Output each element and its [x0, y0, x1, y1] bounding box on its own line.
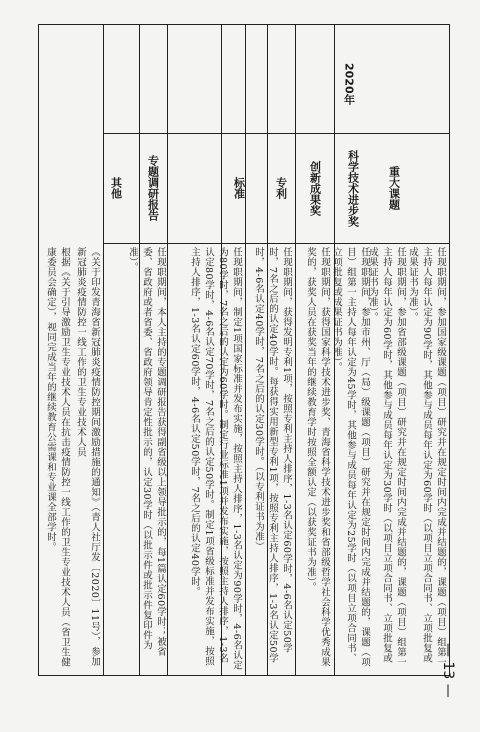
- innovation-achievement-label: 创新成果奖: [308, 160, 322, 216]
- education-hours-table: [38, 24, 450, 676]
- patent-text: 任现职期间，获得发明专利1项，按照专利主持人排序，1-3名认定60学时，4-6名认定50学时，7名之后的认定40学时。每获得实用新型专利1项，按照专利主持人排序，1-3名认定50学时，4-6名认定40学时，7名之后的认定30学时。（以专利证书为准）: [253, 247, 292, 664]
- grid-line: [103, 25, 104, 675]
- major-topics-label: 重大课题: [387, 166, 401, 210]
- city-topics-text: 任现职期间，参加市州、厅（局）级课题（项目）研究并在规定时间内完成并结题的，课题（项目）组第一主持人每年认定为45学时，其他参与成员每年认定为25学时（以项目立项合同书、立项批复或成果证书为准）。: [331, 247, 370, 667]
- provincial-topics-text: 任现职期间，参加省部级课题（项目）研究并在规定时间内完成并结题的，课题（项目）组第一主持人每年认定为60学时，其他参与成员每年认定为30学时（以项目立项合同书、立项批复或成果证书为准）。: [367, 247, 406, 667]
- major-topics-text: 任现职期间，参加国家级课题（项目）研究并在规定时间内完成并结题的，课题（项目）组第一主持人每年认定为90学时，其他参与成员每年认定为60学时（以项目立项合同书、立项批复或成果证书为准）。: [407, 247, 446, 667]
- standard-text: 任现职期间，制定1项国家标准并发布实施，按照主持人排序，1-3名认定为90学时，4-6名认定为80学时，7名之后的认定为60学时。制定行业标准1项并发布实施，按照主持人排序，1-3名认定80学时，4-6名认定70学时，7名之后的认定50学时。制定1项省级标准并发布实施，按照主持人排序，1-3名认定60学时，4-6名认定50学时，7名之后的认定40学时。: [189, 247, 242, 671]
- others-label: 其他: [109, 177, 123, 199]
- grid-line: [167, 25, 168, 675]
- others-text: 根据《关于引导激励卫生专业技术人员在抗击疫情防控一线工作的卫生专业技术人员（省卫生健康委员会确定），视同完成当年的继续教育公需课和专业课全部学时。: [45, 247, 70, 667]
- research-report-label: 专题调研报告: [146, 155, 160, 221]
- standard-label: 标准: [232, 177, 246, 199]
- sci-tech-award-label: 科学技术进步奖: [346, 149, 360, 227]
- research-report-text: 任现职期间，本人主持的专题调研报告获得副省级以上领导批示的，每1篇认定60学时；被省委、省政府或者省委、省政府领导肯定性批示的，认定30学时（以批示件或批示件复印件为准）。: [127, 247, 166, 657]
- others-text-2: 《关于印发青海省新冠肺炎疫情防控期间激励措施的通知》（青人社厅发〔2020〕11号），参加新冠肺炎疫情防控一线工作的卫生专业技术人员: [75, 247, 100, 667]
- grid-line: [245, 25, 246, 675]
- grid-line: [295, 25, 296, 675]
- grid-line: [103, 243, 449, 244]
- patent-label: 专利: [274, 177, 288, 199]
- page-number: — 13 —: [440, 643, 456, 698]
- sci-tech-text: 任现职期间，获得国家科学技术进步奖、青海省科学技术进步奖和省部级哲学社会科学优秀成果奖的，获奖人员在获奖当年的继续教育学时按照全额认定（以获奖证书为准）。: [305, 247, 330, 667]
- grid-line: [103, 133, 449, 134]
- year-header: 2020年: [342, 63, 356, 105]
